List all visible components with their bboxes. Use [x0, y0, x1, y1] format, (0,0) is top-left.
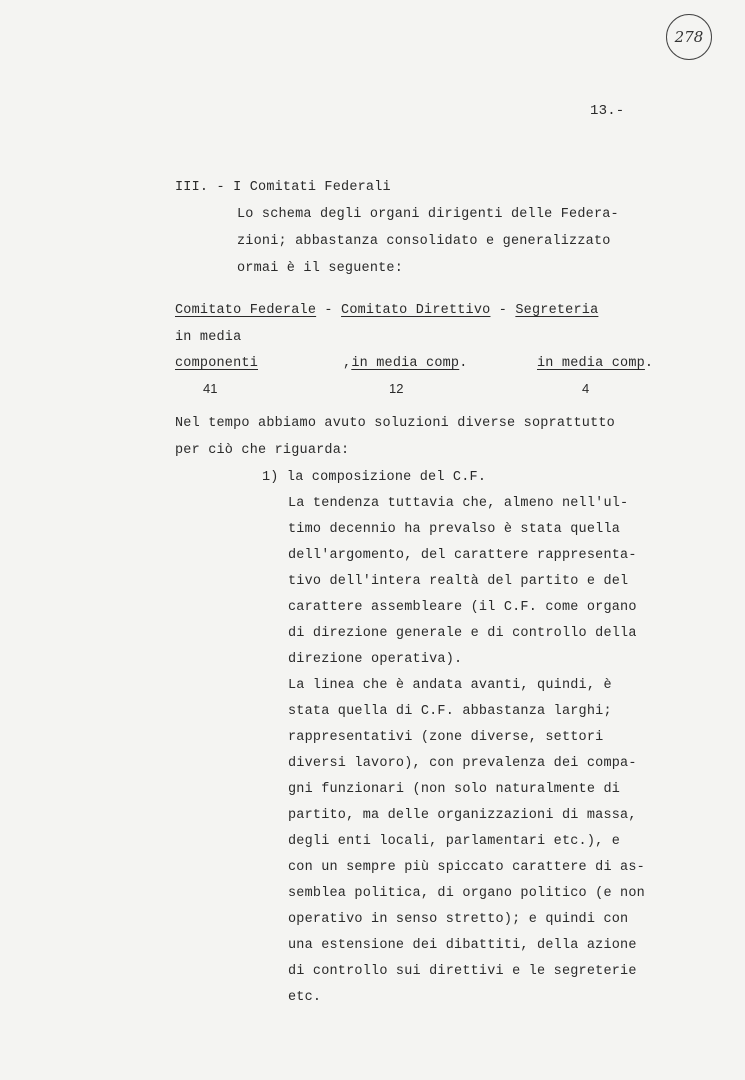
paragraph-line: per ciò che riguarda: [175, 443, 350, 458]
page-number: 13.- [590, 103, 625, 119]
section-title: III. - I Comitati Federali [175, 180, 391, 195]
item-line: direzione operativa). [288, 652, 463, 667]
dash: - [490, 303, 516, 318]
item-line: semblea politica, di organo politico (e non [288, 886, 645, 901]
comitato-direttivo-label: Comitato Direttivo [341, 303, 491, 318]
item-line: tivo dell'intera realtà del partito e del [288, 574, 629, 589]
item-line: degli enti locali, parlamentari etc.), e [288, 834, 621, 849]
item-line: La linea che è andata avanti, quindi, è [288, 678, 612, 693]
item-line: partito, ma delle organizzazioni di massa, [288, 808, 637, 823]
item-line: operativo in senso stretto); e quindi con [288, 912, 629, 927]
direttivo-media-label: ,in media comp. [343, 356, 468, 371]
item-line: carattere assembleare (il C.F. come organo [288, 600, 637, 615]
organs-row [175, 303, 598, 319]
intro-line: ormai è il seguente: [237, 261, 404, 276]
count-segreteria: 4 [582, 381, 590, 396]
item-line: di controllo sui direttivi e le segreterie [288, 964, 637, 979]
comitato-federale-label: Comitato Federale [175, 303, 317, 318]
count-direttivo: 12 [389, 381, 404, 396]
segreteria-media-label: in media comp. [537, 356, 654, 371]
item-line: rappresentativi (zone diverse, settori [288, 730, 604, 745]
archive-stamp: 278 [666, 14, 712, 60]
item-line: dell'argomento, del carattere rappresenta- [288, 548, 637, 563]
item-line: di direzione generale e di controllo della [288, 626, 637, 641]
count-federale: 41 [203, 381, 218, 396]
item-line: con un sempre più spiccato carattere di as- [288, 860, 645, 875]
componenti-label: componenti [175, 356, 259, 371]
item-line: La tendenza tuttavia che, almeno nell'ul- [288, 496, 629, 511]
item-heading: 1) la composizione del C.F. [262, 470, 487, 485]
item-line: diversi lavoro), con prevalenza dei compa- [288, 756, 637, 771]
paragraph-line: Nel tempo abbiamo avuto soluzioni diverse soprattutto [175, 416, 615, 431]
intro-line: zioni; abbastanza consolidato e generalizzato [237, 234, 611, 249]
intro-line: Lo schema degli organi dirigenti delle Federa- [237, 207, 619, 222]
item-line: timo decennio ha prevalso è stata quella [288, 522, 621, 537]
item-line: stata quella di C.F. abbastanza larghi; [288, 704, 612, 719]
in-media-label: in media [175, 330, 242, 345]
dash: - [316, 303, 342, 318]
segreteria-label: Segreteria [515, 303, 599, 318]
item-line: una estensione dei dibattiti, della azione [288, 938, 637, 953]
item-line: gni funzionari (non solo naturalmente di [288, 782, 621, 797]
item-line: etc. [288, 990, 322, 1005]
